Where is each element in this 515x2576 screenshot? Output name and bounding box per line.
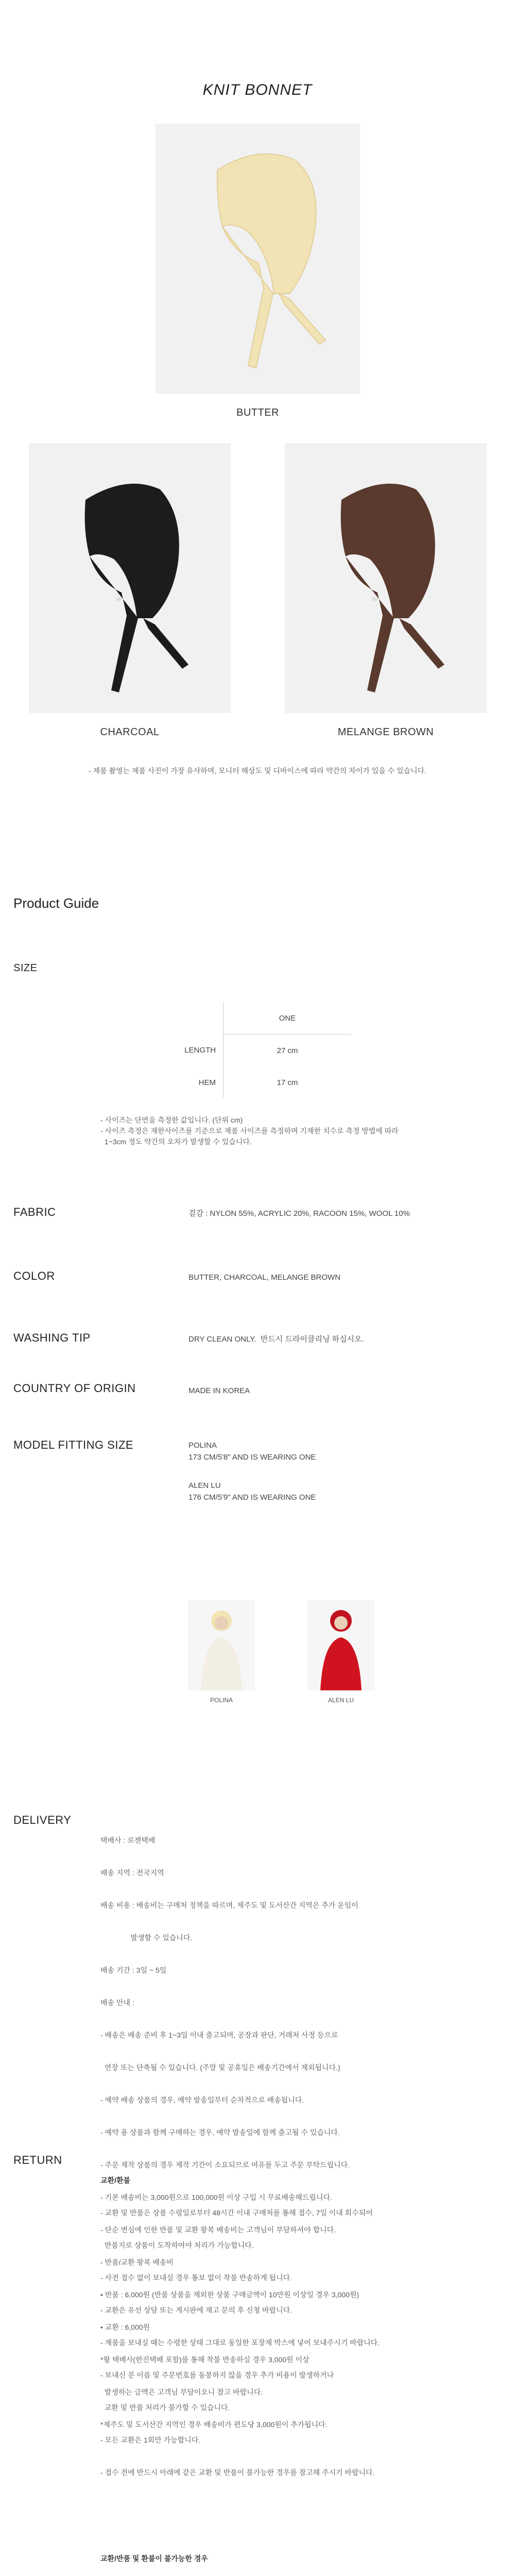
delivery-line: 발생할 수 있습니다. <box>100 1934 193 1942</box>
bonnet-melange-brown-icon <box>285 443 487 713</box>
model-fitting-label: MODEL FITTING SIZE <box>13 1438 134 1451</box>
model-photo-polina <box>188 1600 255 1690</box>
bonnet-charcoal-icon <box>29 443 231 713</box>
size-note-line: 1~3cm 정도 약간의 오차가 발생할 수 있습니다. <box>100 1138 252 1146</box>
size-row-length-name: LENGTH <box>100 1035 224 1067</box>
model-polina-figure-icon <box>188 1600 255 1690</box>
color-disclaimer: - 제품 촬영는 제품 사진이 가장 유사하며, 모니터 해상도 및 디바이스에 따라 약간의 차이가 있을 수 있습니다. <box>88 767 427 775</box>
model-spec: 176 CM/5'9" AND IS WEARING ONE <box>188 1493 316 1502</box>
delivery-line: 배송 기간 : 3일 ~ 5일 <box>100 1966 167 1974</box>
model-caption-polina: POLINA <box>210 1697 233 1704</box>
size-note-line: - 사이즈는 단면을 측정한 값입니다. (단위 cm) <box>100 1116 243 1124</box>
return-label: RETURN <box>13 2154 62 2166</box>
delivery-line: - 기본 배송비는 3,000원으로 100,000원 이상 구입 시 무료배송해드립니다. <box>100 2193 332 2201</box>
delivery-line: - 주문 제작 상품의 경우 제작 기간이 소요되므로 여유를 두고 주문 부탁드립니다. <box>100 2161 350 2169</box>
washing-value: DRY CLEAN ONLY. 반드시 드라이클리닝 하십시오. <box>188 1335 364 1344</box>
color-caption-charcoal: CHARCOAL <box>100 726 160 738</box>
delivery-line: 택배사 : 로젠택배 <box>100 1836 156 1844</box>
product-title: KNIT BONNET <box>202 81 313 98</box>
delivery-line: 연장 또는 단축될 수 있습니다. (주말 및 공휴일은 배송기간에서 제외됩니다.) <box>100 2063 340 2072</box>
fabric-label: FABRIC <box>13 1206 56 1218</box>
return-line: - 접수 전에 반드시 아래에 같은 교환 및 반품이 불가능한 경우를 참고해 주시기 바랍니다. <box>100 2468 375 2477</box>
model-photo-alen <box>307 1600 374 1690</box>
model-name: POLINA <box>188 1441 217 1450</box>
return-line: 반품지로 상품이 도착하여야 처리가 가능합니다. <box>100 2241 254 2249</box>
return-line: - 제품을 보내실 때는 수령한 상태 그대로 동일한 포장재 박스에 넣어 보내주시기 바랍니다. <box>100 2338 380 2347</box>
return-line: - 보내신 분 이름 및 주문번호를 동봉하지 않을 경우 추가 비용이 발생하거나 <box>100 2371 334 2379</box>
delivery-line: 배송 비용 : 배송비는 구매처 정책을 따르며, 제주도 및 도서산간 지역은 추가 운임이 <box>100 1901 358 1909</box>
return-heading-restrictions: 교환/반품 및 환불이 불가능한 경우 <box>100 2554 208 2563</box>
product-photo-charcoal <box>29 443 231 713</box>
delivery-line: - 예약 배송 상품의 경우, 예약 발송일부터 순차적으로 배송됩니다. <box>100 2096 304 2104</box>
size-row-hem-name: HEM <box>100 1066 224 1098</box>
size-header-one: ONE <box>224 1002 352 1035</box>
product-photo-butter <box>156 124 360 394</box>
model-alen-figure-icon <box>307 1600 374 1690</box>
bonnet-butter-icon <box>156 124 360 394</box>
size-row-length-value: 27 cm <box>277 1046 298 1055</box>
delivery-line: - 반품/교환 왕복 배송비 <box>100 2258 174 2266</box>
delivery-line: • 반품 : 6,000원 (반품 상품을 제외한 상품 구매금액이 10만원 이상일 경우 3,000원) <box>100 2291 359 2299</box>
color-caption-butter: BUTTER <box>236 407 279 418</box>
return-line: - 사전 접수 없이 보내실 경우 통보 없이 착불 반송하게 됩니다. <box>100 2274 293 2282</box>
return-info <box>100 2154 492 2576</box>
return-heading: 교환/환불 <box>100 2176 130 2184</box>
return-line: - 교환은 유선 상담 또는 게시판에 재고 문의 후 신청 바랍니다. <box>100 2306 293 2314</box>
delivery-line: - 배송은 배송 준비 후 1~3일 이내 출고되며, 공장과 판단, 거래처 사정 등으로 <box>100 2031 338 2039</box>
delivery-line: *제주도 및 도서산간 지역인 경우 배송비가 편도당 3,000원이 추가됩니다. <box>100 2420 328 2429</box>
color-value: BUTTER, CHARCOAL, MELANGE BROWN <box>188 1273 341 1282</box>
delivery-line: • 교환 : 6,000원 <box>100 2323 150 2331</box>
size-table <box>100 1002 351 1098</box>
model-alen-info <box>188 1480 316 1503</box>
product-guide-title: Product Guide <box>13 895 99 911</box>
size-notes <box>100 1115 471 1147</box>
model-spec: 173 CM/5'8" AND IS WEARING ONE <box>188 1453 316 1462</box>
delivery-line: - 예약 용 상품과 함께 구매하는 경우, 예약 발송일에 함께 출고될 수 있습니다. <box>100 2128 340 2137</box>
return-line: - 모든 교환은 1회만 가능합니다. <box>100 2436 201 2444</box>
origin-label: COUNTRY OF ORIGIN <box>13 1382 136 1395</box>
model-caption-alen: ALEN LU <box>328 1697 354 1704</box>
washing-label: WASHING TIP <box>13 1331 91 1344</box>
delivery-line: *왕 택배사(한진택배 포함)를 통해 착불 반송하실 경우 3,000원 이상 <box>100 2355 310 2364</box>
origin-value: MADE IN KOREA <box>188 1386 250 1395</box>
color-caption-melange-brown: MELANGE BROWN <box>337 726 434 738</box>
return-line: 교환 및 반품 처리가 불가할 수 있습니다. <box>100 2403 230 2412</box>
delivery-line: - 단순 변심에 인한 반품 및 교환 왕복 배송비는 고객님이 부담하셔야 합니다. <box>100 2226 336 2234</box>
size-note-line: - 사이즈 측정은 재한사이즈를 기준으로 제품 사이즈를 측정하며 기재한 치수로 측정 방법에 따라 <box>100 1127 399 1135</box>
delivery-line: 발생하는 금액은 고객님 부담이오니 참고 바랍니다. <box>100 2388 263 2396</box>
color-label: COLOR <box>13 1269 55 1282</box>
model-polina-info <box>188 1439 316 1463</box>
size-row-hem-value: 17 cm <box>277 1078 298 1087</box>
model-name: ALEN LU <box>188 1481 221 1490</box>
fabric-value: 겉감 : NYLON 55%, ACRYLIC 20%, RACOON 15%, WOOL 10% <box>188 1209 410 1218</box>
delivery-line: 배송 지역 : 전국지역 <box>100 1869 164 1877</box>
product-photo-melange-brown <box>285 443 487 713</box>
delivery-line: 배송 안내 : <box>100 1998 134 2007</box>
size-label: SIZE <box>13 962 38 974</box>
return-line: - 교환 및 반품은 상품 수령일로부터 48시간 이내 구매처를 통해 접수, 7일 이내 회수되어 <box>100 2209 373 2217</box>
delivery-label: DELIVERY <box>13 1814 72 1826</box>
